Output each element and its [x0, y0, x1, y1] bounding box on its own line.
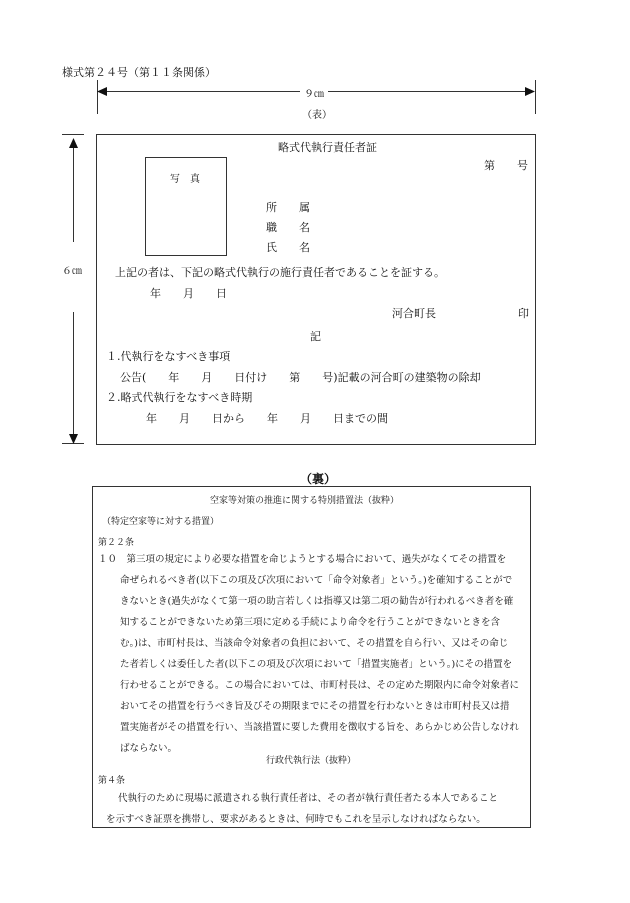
para1-line: きないとき(過失がなくて第一項の助言若しくは指導又は第二項の勧告が行われるべき者を確 [120, 596, 514, 607]
item1-title: １.代執行をなすべき事項 [106, 350, 231, 363]
item2-body: 年 月 日から 年 月 日までの間 [146, 412, 388, 425]
card-title: 略式代執行責任者証 [278, 141, 377, 154]
para1-line: た者若しくは委任した者(以下この項及び次項において「措置実施者」という。)にその措置を [120, 659, 513, 670]
arrow-right-icon [525, 86, 535, 97]
law1-title: 空家等対策の推進に関する特別措置法（抜粋） [210, 496, 400, 506]
para2-line: を示すべき証票を携帯し、要求があるときは、何時でもこれを呈示しなければならない。 [106, 814, 486, 825]
item2-title: ２.略式代執行をなすべき時期 [106, 391, 253, 404]
dim-width-tick-right [535, 80, 536, 114]
para2-line: 代執行のために現場に派遣される執行責任者は、その者が執行責任者たる本人であること [118, 793, 499, 804]
field-affiliation: 所 属 [266, 201, 310, 214]
back-label: （裏） [300, 472, 337, 486]
article-4: 第４条 [98, 776, 126, 786]
dim-height-label: ６㎝ [62, 266, 82, 277]
field-name: 氏 名 [266, 241, 310, 254]
ki-heading: 記 [310, 330, 321, 343]
para1-line: 命ぜられるべき者(以下この項及び次項において「命令対象者」という。)を確知することがで [120, 575, 513, 586]
para1-line: ばならない。 [120, 743, 178, 754]
para1-line: む。)は、市町村長は、当該命令対象者の負担において、その措置を自ら行い、又はその命じ [120, 638, 509, 649]
form-number: 様式第２４号（第１１条関係） [62, 66, 216, 79]
dim-height-tick-top [62, 134, 84, 135]
front-label: （表） [302, 110, 332, 121]
para1-line: おいてその措置を行うべき旨及びその期限までにその措置を行わないときは市町村長又は措 [120, 701, 510, 712]
dim-height-line-upper [73, 146, 74, 242]
item1-body: 公告( 年 月 日付け 第 号)記載の河合町の建築物の除却 [120, 371, 481, 384]
paragraph-article-4 [98, 788, 528, 830]
issuer: 河合町長 [392, 307, 436, 320]
arrow-up-icon [68, 138, 79, 148]
dim-height-line-lower [73, 312, 74, 434]
certify-text: 上記の者は、下記の略式代執行の施行責任者であることを証する。 [115, 266, 445, 279]
field-position: 職 名 [266, 221, 310, 234]
para1-line: 行わせることができる。この場合においては、市町村長は、その定めた期限内に命令対象者に [120, 680, 520, 691]
para1-line: 知することができないため第三項に定める手続により命令を行うことができないときを含 [120, 617, 501, 628]
section-heading: （特定空家等に対する措置） [102, 517, 220, 527]
para1-line: １０ 第三項の規定により必要な措置を命じようとする場合において、過失がなくてその措置を [98, 554, 507, 565]
para1-line: 置実施者がその措置を行い、当該措置に要した費用を徴収する旨を、あらかじめ公告しなけれ [120, 722, 520, 733]
law2-title: 行政代執行法（抜粋） [266, 756, 357, 766]
photo-label: 写 真 [170, 174, 200, 185]
dim-width-label: ９㎝ [300, 85, 328, 100]
paragraph-10 [98, 549, 528, 759]
seal-mark: 印 [518, 307, 529, 320]
article-22: 第２２条 [98, 538, 135, 548]
card-number: 第 号 [484, 159, 528, 172]
arrow-left-icon [97, 86, 107, 97]
issue-date: 年 月 日 [150, 287, 227, 300]
arrow-down-icon [68, 434, 79, 444]
